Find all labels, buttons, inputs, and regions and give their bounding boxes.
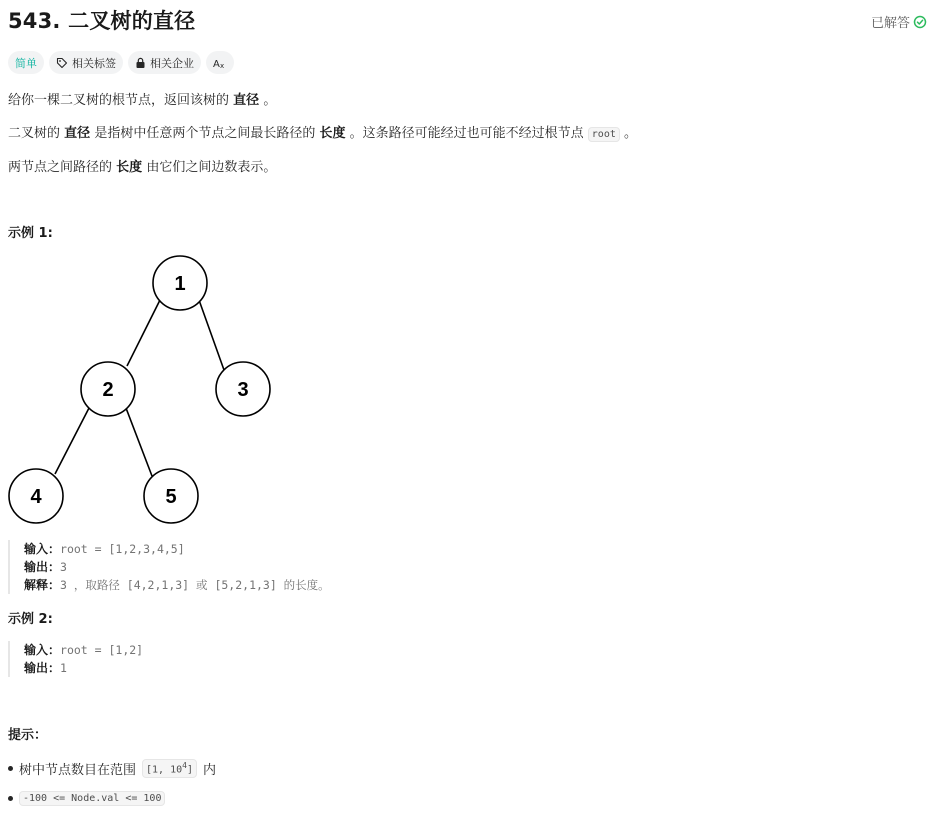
description-paragraph-1: 给你一棵二叉树的根节点，返回该树的 直径 。: [8, 93, 277, 108]
tree-node-label: 5: [165, 486, 177, 508]
bold-term: 长度: [319, 126, 346, 141]
example-2-block: [8, 641, 143, 677]
bullet-dot: [8, 796, 13, 801]
translate-button[interactable]: [206, 51, 234, 74]
example-output-line: 输出：3: [24, 560, 67, 574]
example-1-block: [8, 540, 330, 594]
tree-edge: [126, 408, 152, 476]
problem-title: 543. 二叉树的直径: [8, 9, 196, 33]
list-item: 树中节点数目在范围 [1, $10^4$] 内: [8, 759, 216, 778]
bold-term: 直径: [64, 126, 91, 141]
example-input-line: 输入：root = [1,2,3,4,5]: [24, 542, 185, 556]
bullet-dot: [8, 766, 13, 771]
check-circle-icon: [913, 15, 927, 29]
tree-edge: [55, 408, 89, 474]
example-1-heading: 示例 1:: [8, 226, 53, 241]
example-output-line: 输出：1: [24, 661, 67, 675]
constraints-heading: 提示：: [8, 728, 48, 743]
translate-icon: [213, 57, 227, 69]
difficulty-badge[interactable]: [8, 51, 44, 74]
tree-node-label: 3: [237, 379, 249, 401]
description-paragraph-2: 二叉树的 直径 是指树中任意两个节点之间最长路径的 长度 。这条路径可能经过也可能不经过根节点 root 。: [8, 126, 638, 141]
example-input-line: 输入：root = [1,2]: [24, 643, 144, 657]
bold-term: 直径: [233, 93, 260, 108]
tree-node-label: 1: [174, 273, 186, 295]
svg-text:A: A: [213, 58, 220, 69]
tree-node-label: 4: [30, 486, 42, 508]
tag-bar: [8, 51, 234, 74]
related-companies-label: 相关企业: [150, 56, 194, 70]
related-tags-button[interactable]: [49, 51, 123, 74]
example-explanation-line: 解释：3 ，取路径 [4,2,1,3] 或 [5,2,1,3] 的长度。: [24, 578, 330, 592]
inline-code: root: [588, 127, 620, 142]
bold-term: 长度: [116, 160, 143, 175]
related-companies-button[interactable]: [128, 51, 201, 74]
related-tags-label: 相关标签: [72, 56, 116, 70]
list-item: [8, 791, 165, 806]
difficulty-label: 简单: [15, 56, 37, 70]
solved-label: 已解答: [870, 16, 910, 31]
tree-edge: [127, 300, 160, 366]
binary-tree-diagram: [0, 248, 290, 528]
tree-edge: [199, 300, 224, 370]
tag-icon: [56, 57, 68, 69]
tree-node-label: 2: [102, 379, 114, 401]
inline-code: [1, $10^4$]: [142, 759, 197, 777]
description-paragraph-3: 两节点之间路径的 长度 由它们之间边数表示。: [8, 160, 277, 175]
svg-text:x: x: [220, 61, 225, 69]
inline-code: -100 <= Node.val <= 100: [19, 791, 165, 806]
example-2-heading: 示例 2:: [8, 612, 53, 627]
lock-icon: [135, 57, 146, 69]
solved-status: [871, 12, 927, 31]
